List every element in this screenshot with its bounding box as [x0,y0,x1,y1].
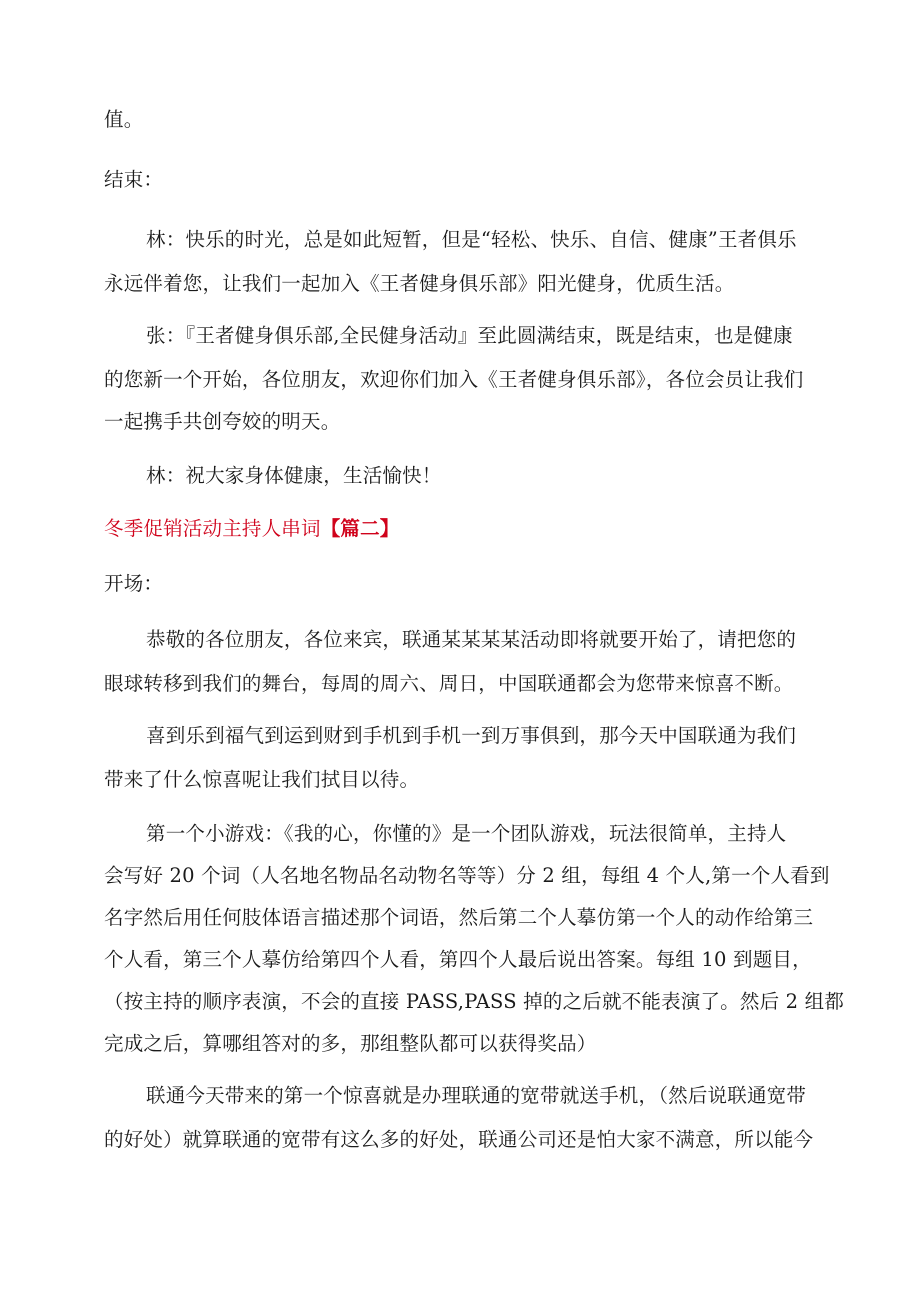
paragraph-line: 林：祝大家身体健康，生活愉快！ [146,464,442,487]
paragraph-line: 一起携手共创夸姣的明天。 [104,410,341,433]
paragraph-line: 的好处）就算联通的宽带有这么多的好处，联通公司还是怕大家不满意，所以能今 [104,1128,814,1151]
paragraph-line: 喜到乐到福气到运到财到手机到手机一到万事俱到，那今天中国联通为我们 [146,724,797,747]
paragraph-line: 值。 [104,108,144,131]
paragraph-line: 名字然后用任何肢体语言描述那个词语，然后第二个人摹仿第一个人的动作给第三 [104,906,814,929]
paragraph-line: 个人看，第三个人摹仿给第四个人看，第四个人最后说出答案。每组 10 到题目， [104,948,812,971]
paragraph-line: 张：『王者健身俱乐部,全民健身活动』至此圆满结束，既是结束，也是健康 [146,324,793,347]
section-heading-tag: 【篇二】 [320,517,400,540]
paragraph-line: 永远伴着您，让我们一起加入《王者健身俱乐部》阳光健身，优质生活。 [104,272,735,295]
paragraph-line: 第一个小游戏：《我的心，你懂的》是一个团队游戏，玩法很简单，主持人 [146,822,787,845]
section-label-end: 结束： [104,168,164,191]
paragraph-line: 完成之后，算哪组答对的多，那组整队都可以获得奖品） [104,1032,597,1055]
paragraph-line: 会写好 20 个词（人名地名物品名动物名等等）分 2 组，每组 4 个人,第一个人看到 [104,864,830,887]
section-heading [104,513,400,541]
paragraph-line: 联通今天带来的第一个惊喜就是办理联通的宽带就送手机，（然后说联通宽带 [146,1084,807,1107]
paragraph-line: （按主持的顺序表演，不会的直接 PASS,PASS 掉的之后就不能表演了。然后 2 组都 [104,990,845,1013]
paragraph-line: 眼球转移到我们的舞台，每周的周六、周日，中国联通都会为您带来惊喜不断。 [104,672,794,695]
paragraph-line: 恭敬的各位朋友，各位来宾，联通某某某某活动即将就要开始了，请把您的 [146,628,797,651]
section-label-opening: 开场： [104,572,164,595]
section-heading-title: 冬季促销活动主持人串词 [104,517,321,540]
paragraph-line: 的您新一个开始，各位朋友，欢迎你们加入《王者健身俱乐部》，各位会员让我们 [104,368,804,391]
paragraph-line: 林：快乐的时光，总是如此短暂，但是“轻松、快乐、自信、健康”王者俱乐 [146,228,797,251]
paragraph-line: 带来了什么惊喜呢让我们拭目以待。 [104,768,420,791]
